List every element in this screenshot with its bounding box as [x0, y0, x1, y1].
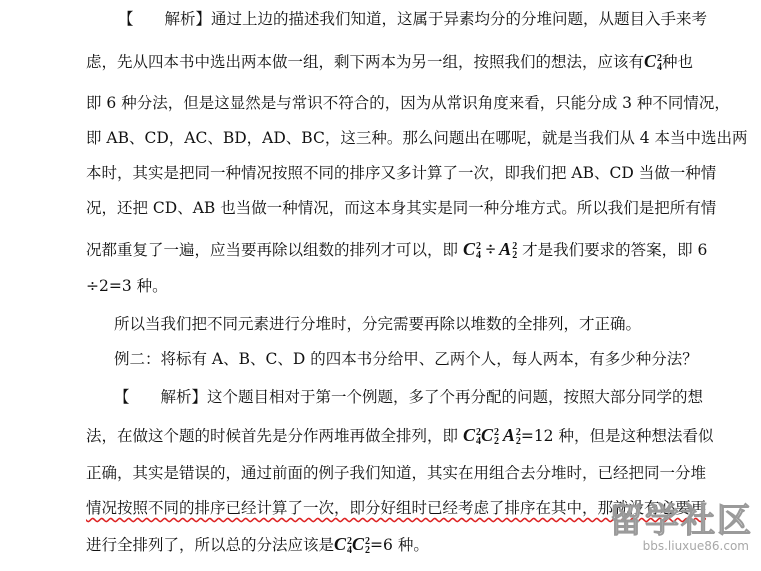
math-expression: C 2 4 C 2 2 A 2 2 — [462, 425, 521, 447]
watermark-title: 留学社区 — [609, 501, 753, 541]
math-expression: C 2 4 ÷ A 2 2 — [462, 239, 518, 261]
site-watermark — [585, 493, 753, 563]
line-text: 况都重复了一遍，应当要再除以组数的排列才可以，即 — [86, 241, 459, 259]
text-line-5 — [86, 156, 761, 190]
text-line-7 — [86, 232, 761, 266]
text-line-10 — [114, 342, 761, 376]
text-line-13 — [86, 456, 761, 490]
text-line-12 — [86, 418, 761, 452]
line-text: 况，还把 CD、AB 也当做一种情况，而这本身其实是同一种分堆方式。所以我们是把所有情 — [86, 199, 717, 217]
line-text: 本时，其实是把同一种情况按照不同的排序又多计算了一次，即我们把 AB、CD 当做一种情 — [86, 164, 717, 182]
math-expression: C 2 4 — [644, 51, 663, 73]
line-text: 进行全排列了，所以总的分法应该是 — [86, 536, 335, 554]
text-line-4 — [86, 121, 761, 155]
line-text: 正确，其实是错误的，通过前面的例子我们知道，其实在用组合去分堆时，已经把同一分堆 — [86, 464, 707, 482]
line-text: 法，在做这个题的时候首先是分作两堆再做全排列，即 — [86, 427, 459, 445]
line-text: 【 解析】通过上边的描述我们知道，这属于异素均分的分堆问题，从题目入手来考 — [118, 10, 708, 28]
math-expression: C 2 4 C 2 2 — [334, 534, 371, 556]
text-line-11 — [114, 380, 761, 414]
text-line-9 — [114, 307, 761, 341]
line-text: 【 解析】这个题目相对于第一个例题，多了个再分配的问题，按照大部分同学的想 — [114, 388, 704, 406]
line-text: 所以当我们把不同元素进行分堆时，分完需要再除以堆数的全排列，才正确。 — [114, 315, 642, 333]
line-text: ÷2=3 种。 — [86, 277, 168, 295]
text-line-1 — [118, 2, 761, 36]
line-text-tail: =12 种，但是这种想法看似 — [520, 427, 714, 445]
line-text: 即 AB、CD，AC、BD，AD、BC，这三种。那么问题出在哪呢，就是当我们从 4 本当中选出两 — [86, 129, 748, 147]
text-line-6 — [86, 191, 761, 225]
line-text-tail: =6 种。 — [370, 536, 429, 554]
line-text: 即 6 种分法，但是这显然是与常识不符合的，因为从常识角度来看，只能分成 3 种不同情况， — [86, 94, 730, 112]
line-text: 虑，先从四本书中选出两本做一组，剩下两本为另一组，按照我们的想法，应该有 — [86, 53, 645, 71]
text-line-2 — [86, 44, 761, 78]
line-text-tail: 种也 — [662, 53, 694, 71]
text-line-8 — [86, 269, 761, 303]
line-text: 例二：将标有 A、B、C、D 的四本书分给甲、乙两个人，每人两本，有多少种分法？ — [114, 350, 698, 368]
line-text-tail: 才是我们要求的答案，即 6 — [522, 241, 708, 259]
text-line-3 — [86, 86, 761, 120]
line-text: 情况按照不同的排序已经计算了一次，即分好组时已经考虑了排序在其中，那就没有必要再 — [86, 499, 707, 517]
watermark-url: bbs.liuxue86.com — [642, 539, 749, 553]
